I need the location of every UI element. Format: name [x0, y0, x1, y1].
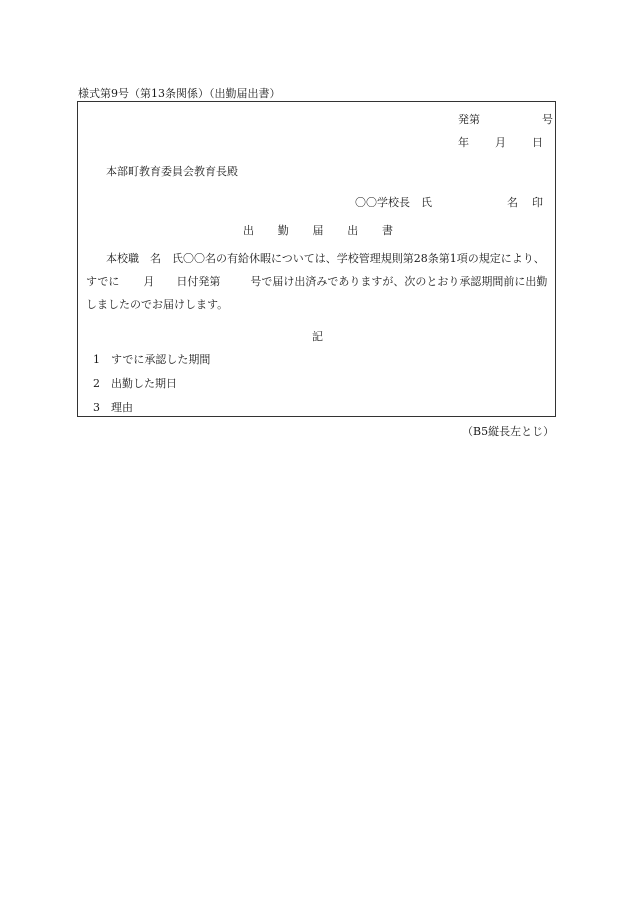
ki-label: 記 — [312, 330, 323, 343]
item-text: 理由 — [111, 401, 133, 414]
item-text: 出勤した期日 — [111, 377, 177, 390]
sender-row — [355, 194, 545, 210]
sender-name: 名 — [507, 196, 518, 209]
list-item — [93, 351, 210, 367]
title-char: 勤 — [277, 224, 289, 237]
body-month: 月 — [143, 275, 155, 288]
date-row — [458, 134, 543, 150]
body-text-part2: 日付発第 — [176, 275, 221, 288]
document-title — [243, 222, 393, 238]
document-number-prefix: 発第 — [458, 113, 480, 126]
document-number-suffix: 号 — [542, 113, 553, 126]
paper-size-note: （B5縦長左とじ） — [462, 425, 555, 438]
title-char: 書 — [382, 224, 393, 237]
item-number: 2 — [93, 377, 100, 390]
document-number-row — [458, 111, 553, 127]
title-char: 出 — [243, 224, 254, 237]
list-item — [93, 375, 177, 391]
list-item — [93, 399, 133, 415]
date-day: 日 — [532, 136, 543, 149]
addressee: 本部町教育委員会教育長殿 — [106, 165, 238, 178]
form-label: 様式第9号（第13条関係）（出勤届出書） — [78, 87, 281, 100]
title-char: 出 — [347, 224, 359, 237]
date-year: 年 — [458, 136, 469, 149]
item-number: 3 — [93, 401, 100, 414]
sender-title: 〇〇学校長 氏 — [355, 196, 432, 209]
sender-seal: 印 — [532, 196, 543, 209]
body-text-part3: 号で届け出済みでありますが、次のとおり承認期間前に出勤しましたのでお届けします。 — [86, 275, 548, 311]
date-month: 月 — [495, 136, 506, 149]
body-text-part1: 本校職 名 氏〇〇名の有給休暇については、学校管理規則第28条第1項の規定により、すでに — [86, 252, 545, 288]
body-paragraph — [86, 247, 548, 316]
item-number: 1 — [93, 353, 100, 366]
item-text: すでに承認した期間 — [111, 353, 211, 366]
title-char: 届 — [312, 224, 324, 237]
document-frame — [77, 101, 556, 417]
